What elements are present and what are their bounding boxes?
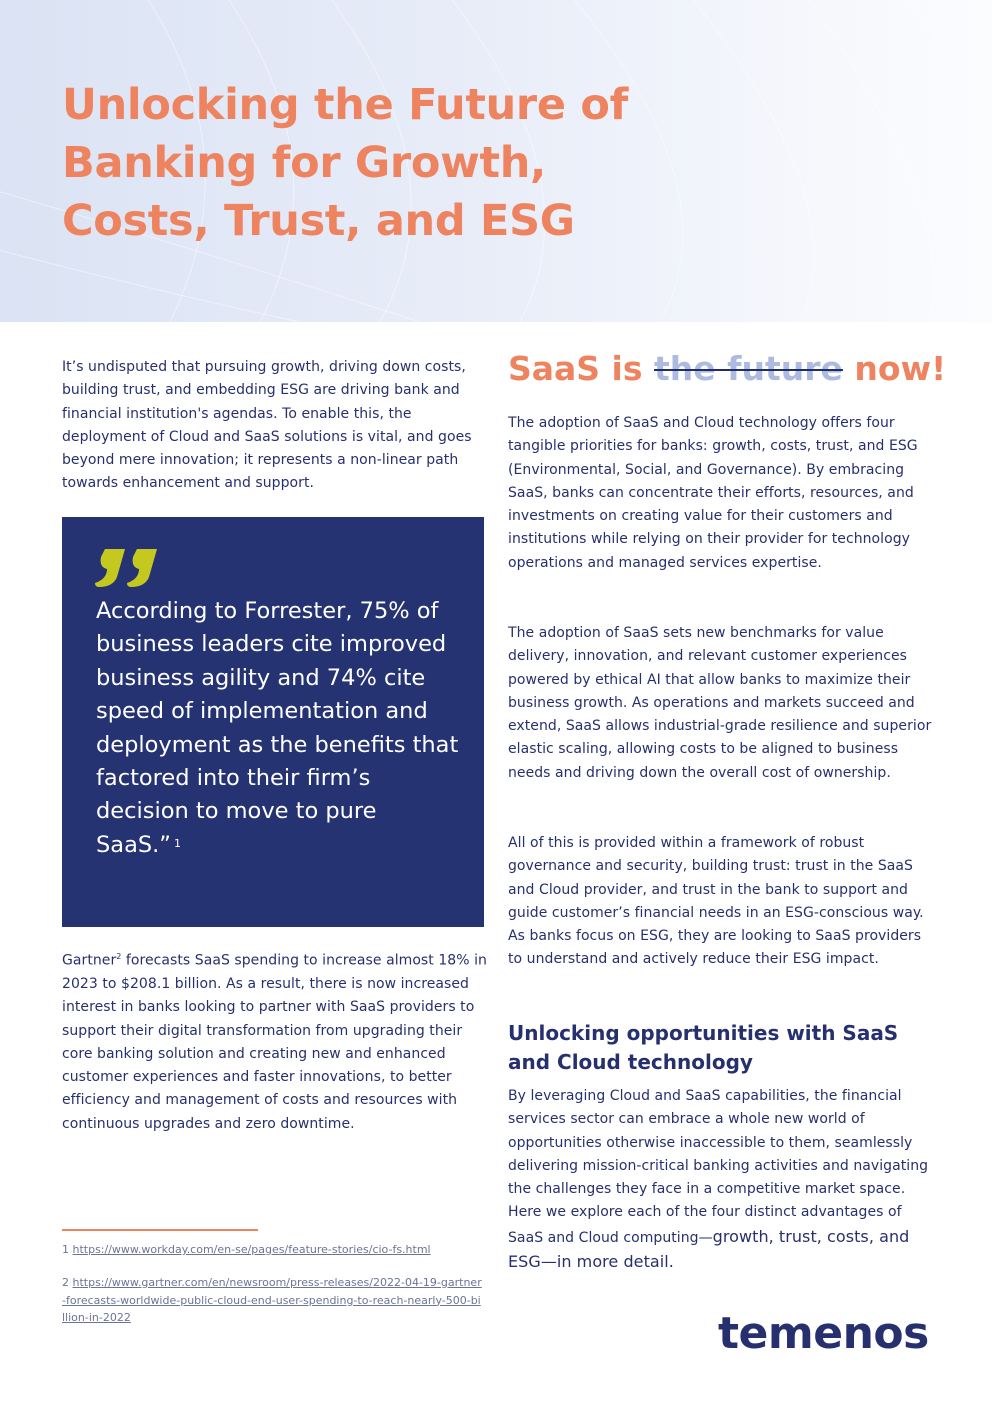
saas-heading-struck: the future <box>654 349 843 388</box>
intro-paragraph: It’s undisputed that pursuing growth, driving down costs, building trust, and embedding ESG are driving bank and financial institution's agendas. To enable this, the deployment of Cloud and SaaS solutions is vital, and goes beyond mere innovation; it represents a non-linear path towards enhancement and support. <box>62 359 472 492</box>
quote-mark-icon <box>95 549 159 589</box>
quote-body: According to Forrester, 75% of business leaders cite improved business agility and 74% cite speed of implementation and deployment as the benefits that factored into their firm’s decision to move to pure SaaS.” <box>96 598 459 858</box>
saas-heading <box>508 346 946 392</box>
page-title: Unlocking the Future of Banking for Growth, Costs, Trust, and ESG <box>62 80 628 246</box>
paragraph-governance: All of this is provided within a framework of robust governance and security, building trust: trust in the SaaS and Cloud provider, and trust in the bank to support and guide customer’s financial needs in an ESG-conscious way. As banks focus on ESG, they are looking to SaaS providers to understand and actively reduce their ESG impact. <box>508 835 924 968</box>
gartner-footnote-ref: 2 <box>116 952 122 961</box>
footnote-2-link[interactable]: https://www.gartner.com/en/newsroom/press-releases/2022-04-19-gartner-forecasts-worldwide-public-cloud-end-user-spending-to-reach-nearly-500-billion-in-2022 <box>62 1276 482 1324</box>
footnote-divider <box>62 1229 258 1231</box>
footnote-1-link[interactable]: https://www.workday.com/en-se/pages/feature-stories/cio-fs.html <box>72 1243 431 1256</box>
saas-heading-before: SaaS is <box>508 349 655 388</box>
opportunities-tail: growth, trust, costs, and ESG—in more detail. <box>508 1226 910 1272</box>
footnote-2-num: 2 <box>62 1276 69 1289</box>
saas-heading-after: now! <box>842 349 947 388</box>
quote-callout <box>62 517 484 927</box>
gartner-text: forecasts SaaS spending to increase almost 18% in 2023 to $208.1 billion. As a result, there is now increased interest in banks looking to partner with SaaS providers to support their digital transformation from upgrading their core banking solution and creating new and enhanced customer experiences and faster innovations, to better efficiency and management of costs and resources with continuous upgrades and zero downtime. <box>62 952 487 1132</box>
gartner-lead: Gartner <box>62 952 117 969</box>
temenos-logo: temenos <box>718 1308 929 1359</box>
quote-footnote-ref: 1 <box>173 836 181 850</box>
footnote-2 <box>62 1274 482 1327</box>
quote-text <box>96 595 466 862</box>
paragraph-opportunities <box>508 1085 938 1275</box>
paragraph-benchmarks: The adoption of SaaS sets new benchmarks for value delivery, innovation, and relevant customer experiences powered by ethical AI that allow banks to maximize their business growth. As operations and markets succeed and extend, SaaS allows industrial-grade resilience and superior elastic scaling, allowing costs to be aligned to business needs and driving down the overall cost of ownership. <box>508 625 932 781</box>
gartner-paragraph <box>62 945 492 1136</box>
footnote-1-num: 1 <box>62 1243 69 1256</box>
opportunities-text: By leveraging Cloud and SaaS capabilities, the financial services sector can embrace a whole new world of opportunities otherwise inaccessible to them, seamlessly delivering mission-critical banking activities and navigating the challenges they face in a competitive market space. Here we explore each of the four distinct advantages of SaaS and Cloud computing— <box>508 1088 929 1246</box>
opportunities-heading: Unlocking opportunities with SaaS and Cloud technology <box>508 1021 899 1074</box>
footnote-1 <box>62 1241 482 1259</box>
paragraph-adoption: The adoption of SaaS and Cloud technology offers four tangible priorities for banks: growth, costs, trust, and ESG (Environmental, Social, and Governance). By embracing SaaS, banks can concentrate their efforts, resources, and investments on creating value for their customers and institutions while relying on their provider for technology operations and managed services expertise. <box>508 415 918 571</box>
